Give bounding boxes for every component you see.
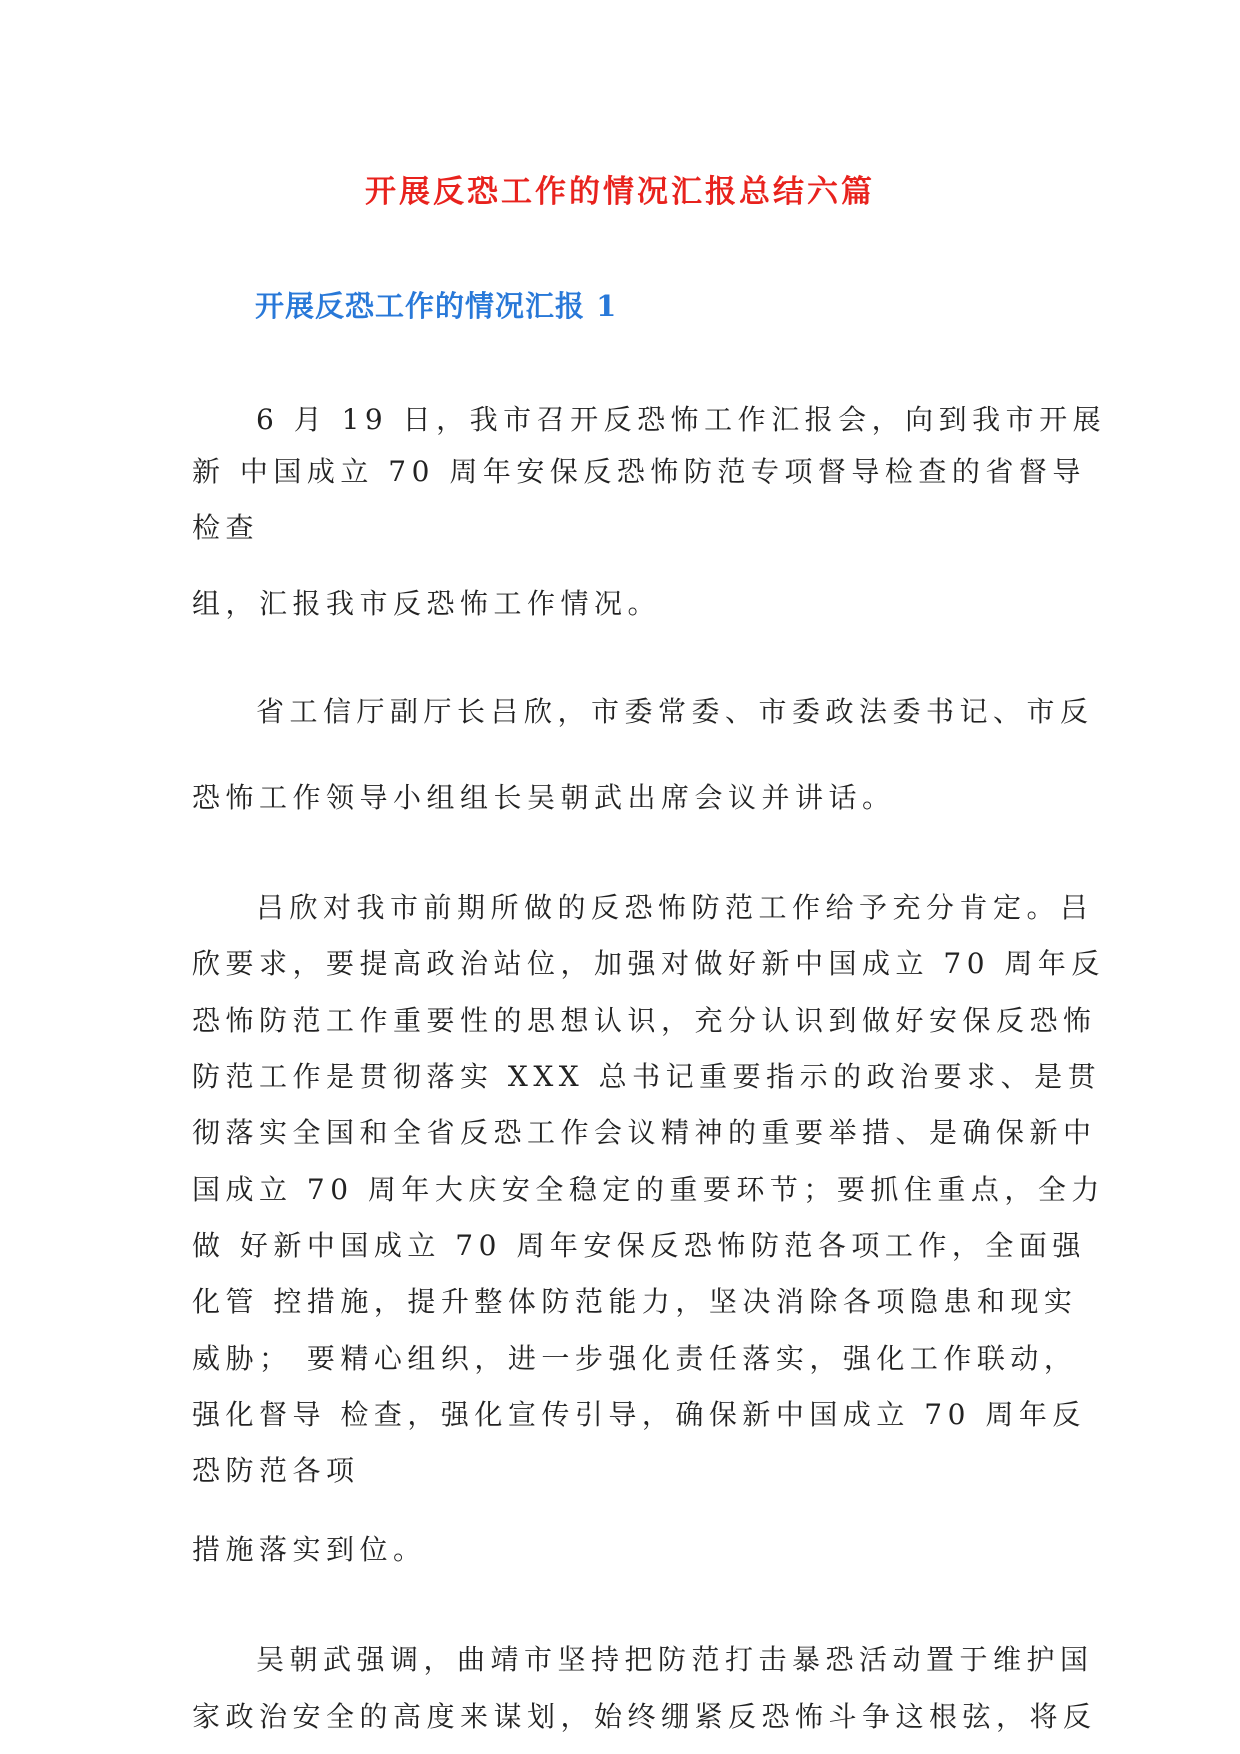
paragraph-line: 省工信厅副厅长吕欣，市委常委、市委政法委书记、市反: [256, 695, 1094, 728]
paragraph-line: 恐防范各项: [192, 1454, 360, 1487]
paragraph-line: 欣要求，要提高政治站位，加强对做好新中国成立 70 周年反: [192, 947, 1105, 980]
paragraph-line: 吕欣对我市前期所做的反恐怖防范工作给予充分肯定。吕: [256, 891, 1094, 924]
paragraph-line: 吴朝武强调，曲靖市坚持把防范打击暴恐活动置于维护国: [256, 1643, 1094, 1676]
paragraph-line: 化管 控措施，提升整体防范能力，坚决消除各项隐患和现实: [192, 1285, 1078, 1318]
section-heading: 开展反恐工作的情况汇报 1: [255, 289, 618, 323]
paragraph-line: 检查: [192, 511, 260, 544]
paragraph-line: 恐怖防范工作重要性的思想认识，充分认识到做好安保反恐怖: [192, 1004, 1097, 1037]
paragraph-line: 家政治安全的高度来谋划，始终绷紧反恐怖斗争这根弦，将反: [192, 1700, 1097, 1733]
paragraph-line: 组，汇报我市反恐怖工作情况。: [192, 587, 662, 620]
paragraph-line: 彻落实全国和全省反恐工作会议精神的重要举措、是确保新中: [192, 1116, 1097, 1149]
paragraph-line: 做 好新中国成立 70 周年安保反恐怖防范各项工作，全面强: [192, 1229, 1086, 1262]
paragraph-line: 恐怖工作领导小组组长吴朝武出席会议并讲话。: [192, 781, 896, 814]
paragraph-line: 国成立 70 周年大庆安全稳定的重要环节；要抓住重点，全力: [192, 1173, 1105, 1206]
paragraph-line: 6 月 19 日，我市召开反恐怖工作汇报会，向到我市开展: [256, 403, 1107, 436]
paragraph-line: 威胁； 要精心组织，进一步强化责任落实，强化工作联动，: [192, 1342, 1078, 1375]
document-title: 开展反恐工作的情况汇报总结六篇: [365, 174, 875, 210]
paragraph-line: 强化督导 检查，强化宣传引导，确保新中国成立 70 周年反: [192, 1398, 1086, 1431]
paragraph-line: 新 中国成立 70 周年安保反恐怖防范专项督导检查的省督导: [192, 455, 1086, 488]
paragraph-line: 防范工作是贯彻落实 XXX 总书记重要指示的政治要求、是贯: [192, 1060, 1102, 1093]
paragraph-line: 措施落实到位。: [192, 1533, 427, 1566]
